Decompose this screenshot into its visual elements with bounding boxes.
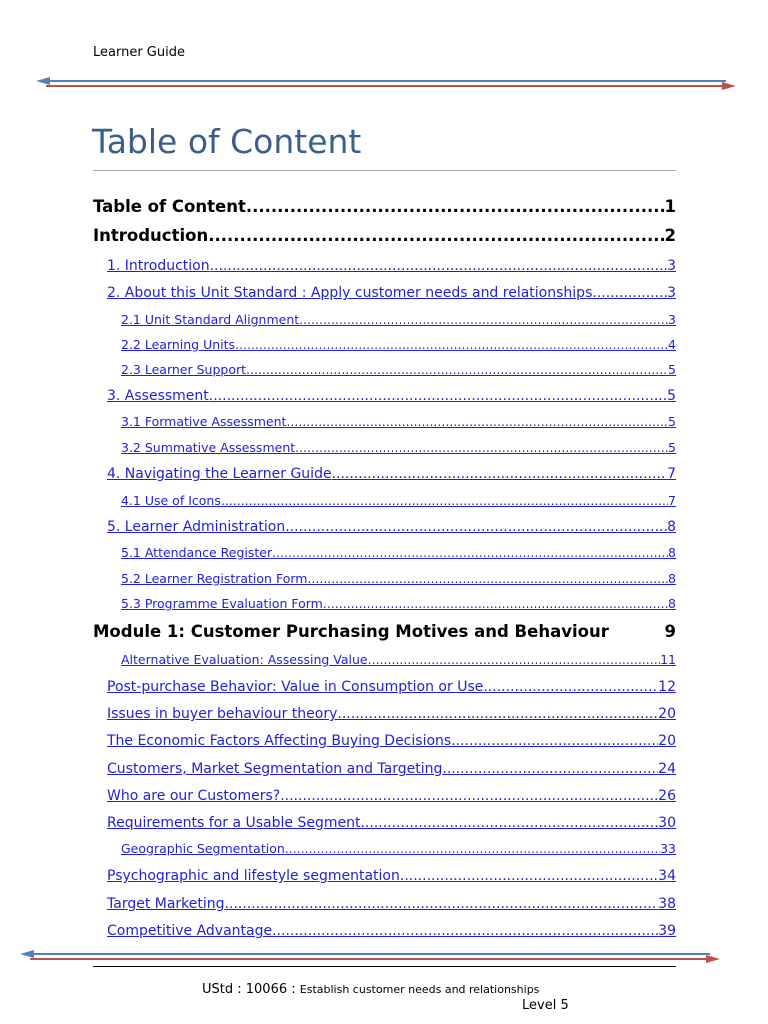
toc-dot-leader [337, 706, 658, 722]
toc-dot-leader [307, 571, 668, 586]
toc-dot-leader [400, 868, 658, 884]
toc-entry-label: Competitive Advantage [107, 923, 273, 939]
footer-code: UStd : 10066 : [202, 982, 296, 997]
toc-dot-leader [285, 841, 660, 856]
toc-entry-label: Module 1: Customer Purchasing Motives and Behaviour [93, 622, 609, 641]
toc-entry[interactable] [107, 733, 676, 749]
footer-unit-standard [202, 982, 539, 997]
toc-entry[interactable] [107, 285, 676, 301]
toc-entry-label: 3. Assessment [107, 388, 209, 404]
toc-entry-label: Customers, Market Segmentation and Targeting [107, 761, 443, 777]
toc-entry-label: Alternative Evaluation: Assessing Value [121, 652, 368, 667]
toc-entry-label: Introduction [93, 226, 209, 245]
toc-entry-label: 3.1 Formative Assessment [121, 414, 287, 429]
toc-entry-label: 2.3 Learner Support [121, 362, 247, 377]
toc-entry[interactable] [121, 596, 676, 611]
toc-entry-label: Requirements for a Usable Segment [107, 815, 361, 831]
toc-entry-page: 3 [668, 312, 676, 327]
toc-entry[interactable] [121, 414, 676, 429]
toc-dot-leader [246, 197, 665, 216]
footer-title: Establish customer needs and relationships [299, 983, 540, 996]
toc-entry[interactable] [121, 312, 676, 327]
toc-entry-label: 4. Navigating the Learner Guide [107, 466, 332, 482]
toc-entry-label: 1. Introduction [107, 258, 210, 274]
toc-entry-label: 2. About this Unit Standard : Apply customer needs and relationships [107, 285, 593, 301]
toc-entry[interactable] [107, 896, 676, 912]
toc-dot-leader [280, 788, 658, 804]
toc-entry-label: 2.2 Learning Units [121, 337, 236, 352]
toc-entry[interactable] [121, 337, 676, 352]
toc-entry-label: Who are our Customers? [107, 788, 281, 804]
toc-entry-page: 1 [664, 197, 676, 216]
toc-entry-label: 5.2 Learner Registration Form [121, 571, 308, 586]
toc-entry-page: 38 [658, 896, 676, 912]
decorative-arrow-rule [20, 950, 720, 964]
toc-entry-page: 20 [658, 733, 676, 749]
header-text: Learner Guide [93, 45, 185, 60]
toc-entry-page: 5 [668, 440, 676, 455]
toc-entry-page: 5 [668, 414, 676, 429]
toc-entry-page: 39 [658, 923, 676, 939]
toc-dot-leader [286, 414, 668, 429]
toc-entry[interactable] [107, 815, 676, 831]
toc-entry-label: 5.1 Attendance Register [121, 545, 273, 560]
toc-entry-label: 2.1 Unit Standard Alignment [121, 312, 300, 327]
toc-dot-leader [323, 596, 668, 611]
footer-level: Level 5 [522, 998, 569, 1013]
page-title: Table of Content [92, 122, 362, 161]
toc-entry-page: 34 [658, 868, 676, 884]
toc-entry-page: 8 [668, 571, 676, 586]
toc-entry[interactable] [121, 571, 676, 586]
toc-dot-leader [332, 466, 668, 482]
toc-entry-page: 8 [668, 596, 676, 611]
toc-entry-label: 5. Learner Administration [107, 519, 286, 535]
toc-entry[interactable] [121, 493, 676, 508]
toc-entry[interactable] [107, 388, 676, 404]
toc-entry[interactable] [107, 788, 676, 804]
toc-dot-leader [285, 519, 667, 535]
toc-dot-leader [483, 679, 658, 695]
toc-entry[interactable] [107, 519, 676, 535]
toc-entry-page: 26 [658, 788, 676, 804]
toc-entry-page: 5 [667, 388, 676, 404]
toc-entry[interactable] [107, 679, 676, 695]
toc-dot-leader [272, 545, 668, 560]
toc-entry[interactable] [107, 706, 676, 722]
toc-entry-page: 11 [660, 652, 676, 667]
toc-entry-label: Issues in buyer behaviour theory [107, 706, 338, 722]
toc-entry-page: 7 [668, 493, 676, 508]
toc-entry[interactable] [121, 545, 676, 560]
toc-dot-leader [221, 493, 668, 508]
toc-entry[interactable] [107, 466, 676, 482]
toc-entry [93, 622, 676, 641]
toc-entry[interactable] [107, 868, 676, 884]
toc-entry[interactable] [121, 841, 676, 856]
toc-entry-label: Psychographic and lifestyle segmentation [107, 868, 400, 884]
toc-dot-leader [210, 258, 667, 274]
toc-entry-page: 5 [668, 362, 676, 377]
toc-entry-page: 30 [658, 815, 676, 831]
toc-dot-leader [235, 337, 668, 352]
toc-entry[interactable] [107, 923, 676, 939]
toc-entry-label: 5.3 Programme Evaluation Form [121, 596, 323, 611]
toc-entry-label: Geographic Segmentation [121, 841, 285, 856]
toc-entry-page: 12 [658, 679, 676, 695]
toc-entry-page: 9 [664, 622, 676, 641]
toc-entry [93, 226, 676, 245]
toc-entry-page: 4 [668, 337, 676, 352]
toc-entry-page: 33 [660, 841, 676, 856]
toc-entry-label: Post-purchase Behavior: Value in Consumption or Use [107, 679, 484, 695]
toc-dot-leader [368, 652, 660, 667]
toc-entry-page: 2 [664, 226, 676, 245]
toc-dot-leader [295, 440, 668, 455]
footer-divider [93, 966, 676, 967]
toc-dot-leader [208, 226, 664, 245]
toc-entry-label: 4.1 Use of Icons [121, 493, 221, 508]
toc-dot-leader [360, 815, 658, 831]
toc-entry-page: 8 [667, 519, 676, 535]
toc-entry-label: Table of Content [93, 197, 246, 216]
toc-entry-page: 20 [658, 706, 676, 722]
toc-entry-label: The Economic Factors Affecting Buying Decisions [107, 733, 452, 749]
toc-entry[interactable] [121, 652, 676, 667]
toc-entry[interactable] [107, 761, 676, 777]
toc-dot-leader [225, 896, 659, 912]
toc-dot-leader [592, 285, 667, 301]
toc-dot-leader [272, 923, 658, 939]
toc-entry-page: 8 [668, 545, 676, 560]
toc-entry-page: 3 [667, 258, 676, 274]
toc-dot-leader [299, 312, 668, 327]
toc-entry-label: 3.2 Summative Assessment [121, 440, 296, 455]
toc-dot-leader [209, 388, 667, 404]
toc-entry[interactable] [121, 362, 676, 377]
toc-dot-leader [442, 761, 658, 777]
toc-entry-page: 7 [667, 466, 676, 482]
toc-entry [93, 197, 676, 216]
toc-entry[interactable] [107, 258, 676, 274]
toc-entry-page: 3 [667, 285, 676, 301]
toc-entry[interactable] [121, 440, 676, 455]
toc-entry-label: Target Marketing [107, 896, 225, 912]
toc-dot-leader [246, 362, 668, 377]
toc-dot-leader [451, 733, 658, 749]
toc-entry-page: 24 [658, 761, 676, 777]
